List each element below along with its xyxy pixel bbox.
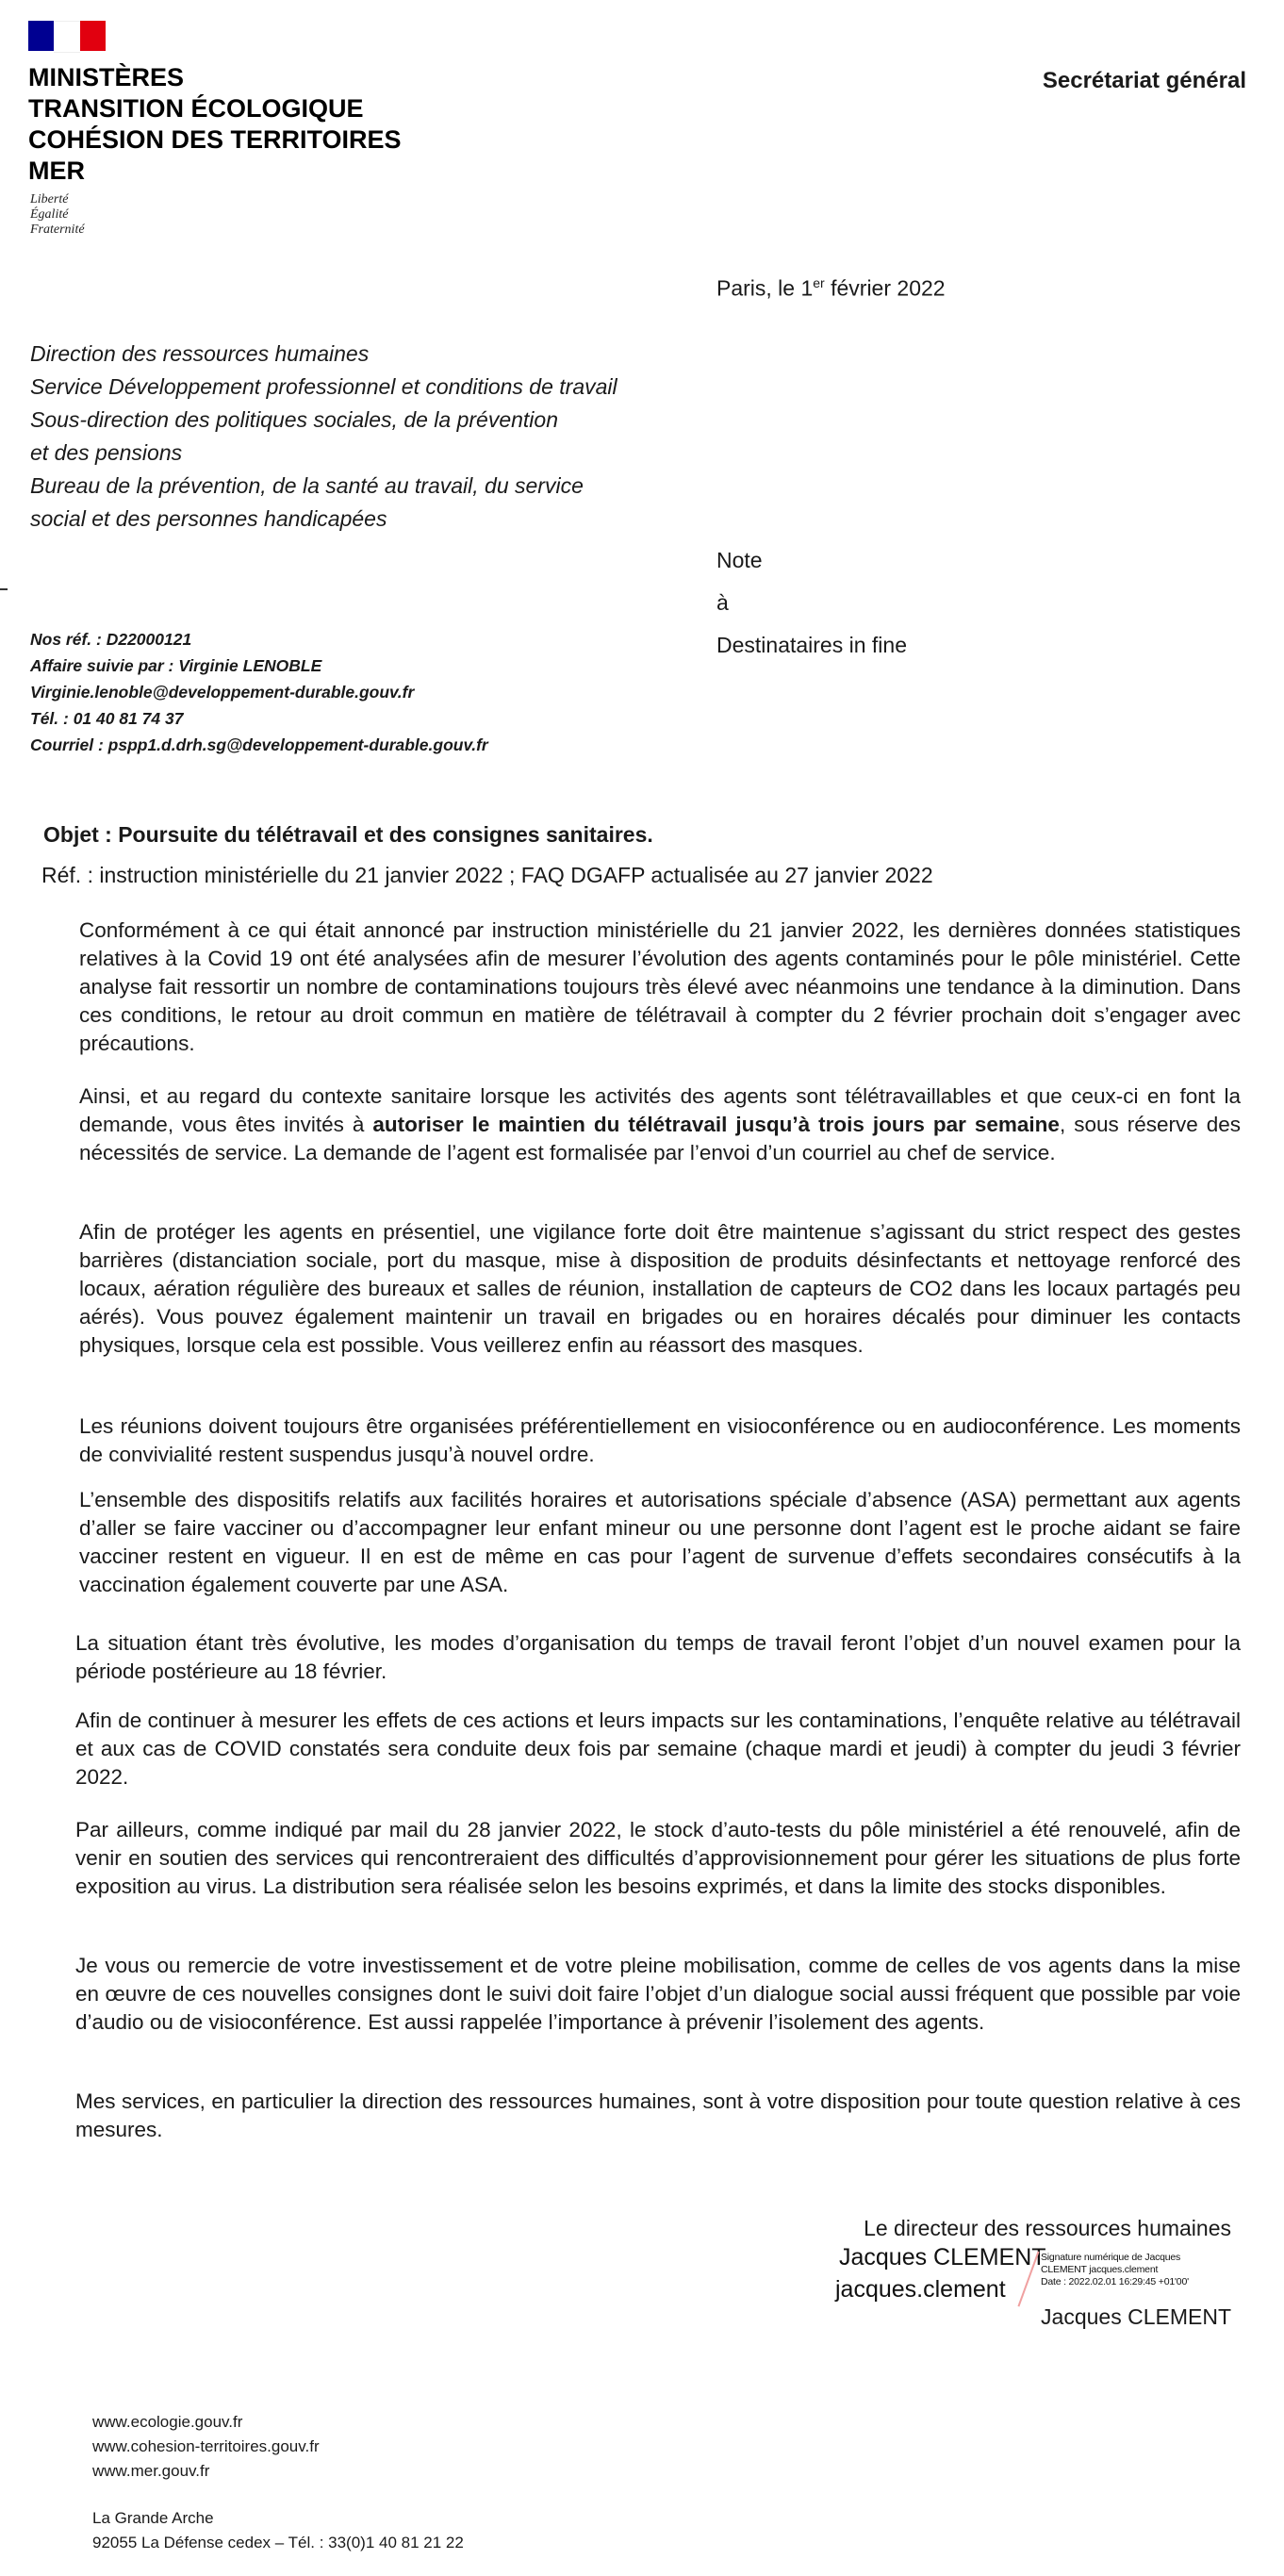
body-paragraph: Conformément à ce qui était annoncé par instruction ministérielle du 21 janvier 2022, les dernières données statistiques relatives à la Covid 19 ont été analysées afin de mesurer l’évolution des agents contaminés pour le pôle ministériel. Cette analyse fait ressortir un nombre de contaminations toujours très élevé avec néanmoins une tendance à la diminution. Dans ces conditions, le retour au droit commun en matière de télétravail à compter du 2 février prochain doit s’engager avec précautions. <box>79 918 1241 1055</box>
footer-address <box>92 2506 464 2555</box>
footer-link[interactable]: www.cohesion-territoires.gouv.fr <box>92 2437 320 2455</box>
note-to: à <box>716 590 729 615</box>
service-block <box>30 338 709 536</box>
note-recipients: Destinataires in fine <box>716 633 907 657</box>
signatory-title: Le directeur des ressources humaines <box>864 2216 1231 2240</box>
footer-links <box>92 2410 320 2484</box>
body-paragraph: Par ailleurs, comme indiqué par mail du 28 janvier 2022, le stock d’auto-tests du pôle ministériel a été renouvelé, afin de venir en soutien des services qui rencontreraient des difficultés d’approvisionnement pour gérer les situations de plus forte exposition au virus. La distribution sera réalisée selon les besoins exprimés, et dans la limite des stocks disponibles. <box>75 1818 1241 1898</box>
signatory-name: Jacques CLEMENT <box>1041 2304 1231 2329</box>
footer-link[interactable]: www.mer.gouv.fr <box>92 2462 210 2480</box>
french-flag-logo <box>28 21 106 51</box>
service-line: social et des personnes handicapées <box>30 506 387 531</box>
reference-block <box>30 626 488 758</box>
body-paragraph: Je vous ou remercie de votre investissement et de votre pleine mobilisation, comme de celles de vos agents dans la mise en œuvre de ces nouvelles consignes dont le suivi doit faire l’objet d’un dialogue social aussi fréquent que possible par voie d’audio ou de visioconférence. Est aussi rappelée l’importance à prévenir l’isolement des agents. <box>75 1954 1241 2034</box>
body-paragraph <box>79 1082 1241 1167</box>
note-label: Note <box>716 548 763 572</box>
signature-name: Jacques CLEMENT <box>839 2244 1046 2271</box>
body-paragraph: Mes services, en particulier la direction des ressources humaines, sont à votre disposition pour toute question relative à ces mesures. <box>75 2089 1241 2141</box>
flag-white-stripe <box>54 21 79 53</box>
date-suffix: février 2022 <box>824 275 946 301</box>
document-date <box>716 275 946 302</box>
subject-line: Objet : Poursuite du télétravail et des consignes sanitaires. <box>43 822 653 847</box>
address-line: La Grande Arche <box>92 2509 214 2527</box>
ref-email: Virginie.lenoble@developpement-durable.gouv.fr <box>30 683 415 702</box>
service-line: Service Développement professionnel et conditions de travail <box>30 374 617 399</box>
signature-detail-line: Signature numérique de Jacques <box>1041 2252 1181 2263</box>
service-line: Sous-direction des politiques sociales, de la prévention <box>30 407 558 432</box>
signature-detail-line: Date : 2022.02.01 16:29:45 +01'00' <box>1041 2276 1189 2287</box>
ministry-name <box>28 62 519 187</box>
date-sup: er <box>813 275 825 290</box>
ministry-line: TRANSITION ÉCOLOGIQUE <box>28 94 364 123</box>
paragraph-text: Ainsi, et au regard du contexte sanitaire lorsque les activités des agents sont télétravaillables et que ceux-ci en font la demande, vous êtes invités à <box>79 1084 1241 1136</box>
ministry-line: COHÉSION DES TERRITOIRES <box>28 125 402 154</box>
ministry-line: MER <box>28 157 85 185</box>
digital-signature-details <box>1041 2252 1189 2288</box>
motto-line: Égalité <box>30 207 69 222</box>
ministry-line: MINISTÈRES <box>28 63 185 91</box>
note-block <box>716 539 907 667</box>
signature-id: jacques.clement <box>835 2276 1006 2303</box>
body-paragraph: La situation étant très évolutive, les modes d’organisation du temps de travail feront l’objet d’un nouvel examen pour la période postérieure au 18 février. <box>75 1631 1241 1683</box>
ref-phone: Tél. : 01 40 81 74 37 <box>30 709 184 728</box>
motto-line: Liberté <box>30 192 69 206</box>
signature-detail-line: CLEMENT jacques.clement <box>1041 2264 1159 2275</box>
date-prefix: Paris, le 1 <box>716 275 814 301</box>
flag-blue-stripe <box>28 21 54 51</box>
motto-line: Fraternité <box>30 223 85 237</box>
fold-mark <box>0 588 8 590</box>
footer-link[interactable]: www.ecologie.gouv.fr <box>92 2413 243 2431</box>
service-line: Bureau de la prévention, de la santé au travail, du service <box>30 473 584 498</box>
ref-contact: Affaire suivie par : Virginie LENOBLE <box>30 656 322 675</box>
ref-number: Nos réf. : D22000121 <box>30 630 192 649</box>
service-line: Direction des ressources humaines <box>30 341 370 366</box>
paragraph-emphasis: autoriser le maintien du télétravail jusqu’à trois jours par semaine <box>372 1113 1060 1136</box>
flag-red-stripe <box>80 21 106 51</box>
republic-motto <box>30 192 85 238</box>
body-paragraph: Afin de continuer à mesurer les effets de ces actions et leurs impacts sur les contaminations, l’enquête relative au télétravail et aux cas de COVID constatés sera conduite deux fois par semaine (chaque mardi et jeudi) à compter du jeudi 3 février 2022. <box>75 1709 1241 1789</box>
service-line: et des pensions <box>30 440 183 465</box>
address-line: 92055 La Défense cedex – Tél. : 33(0)1 40 81 21 22 <box>92 2534 464 2551</box>
secretariat-general: Secrétariat général <box>1042 68 1246 93</box>
ref-mail: Courriel : pspp1.d.drh.sg@developpement-durable.gouv.fr <box>30 735 488 754</box>
body-paragraph: Afin de protéger les agents en présentiel, une vigilance forte doit être maintenue s’agissant du strict respect des gestes barrières (distanciation sociale, port du masque, mise à disposition de produits désinfectants et nettoyage renforcé des locaux, aération régulière des bureaux et salles de réunion, installation de capteurs de CO2 dans les locaux partagés peu aérés). Vous pouvez également maintenir un travail en brigades ou en horaires décalés pour diminuer les contacts physiques, lorsque cela est possible. Vous veillerez enfin au réassort des masques. <box>79 1220 1241 1357</box>
reference-line: Réf. : instruction ministérielle du 21 janvier 2022 ; FAQ DGAFP actualisée au 27 janvier 2022 <box>41 863 933 887</box>
paragraph-text: , sous réserve des nécessités de service. La demande de l’agent est formalisée par l’envoi d’un courriel au chef de service. <box>79 1113 1241 1164</box>
body-paragraph: L’ensemble des dispositifs relatifs aux facilités horaires et autorisations spéciale d’absence (ASA) permettant aux agents d’aller se faire vacciner ou d’accompagner leur enfant mineur ou une personne dont l’agent est le proche aidant se faire vacciner restent en vigueur. Il en est de même en cas pour l’agent de survenue d’effets secondaires consécutifs à la vaccination également couverte par une ASA. <box>79 1488 1241 1596</box>
body-paragraph: Les réunions doivent toujours être organisées préférentiellement en visioconférence ou en audioconférence. Les moments de convivialité restent suspendus jusqu’à nouvel ordre. <box>79 1414 1241 1466</box>
